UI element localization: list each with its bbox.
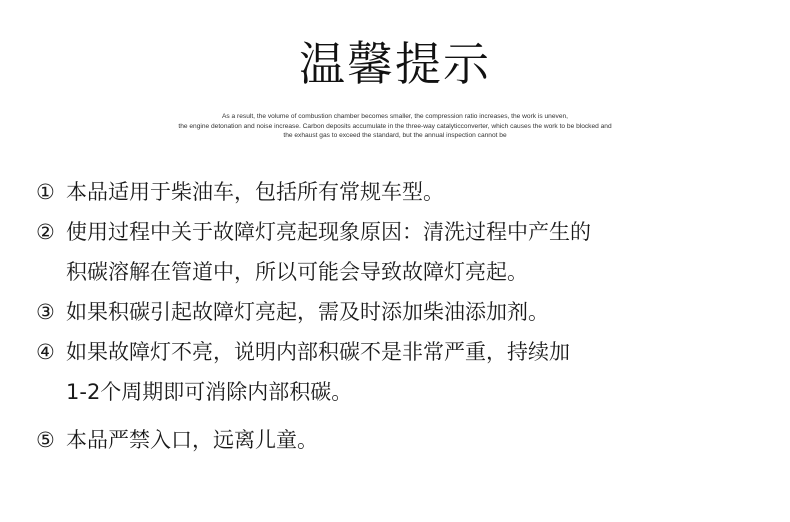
notice-list — [36, 172, 756, 460]
item-number: ⑤ — [36, 428, 55, 452]
item-text-continued: 1-2个周期即可消除内部积碳。 — [66, 380, 353, 404]
item-text: 使用过程中关于故障灯亮起现象原因：清洗过程中产生的 — [66, 220, 591, 244]
item-number: ③ — [36, 300, 55, 324]
item-number: ② — [36, 220, 55, 244]
notice-item-3 — [36, 292, 756, 332]
notice-item-2 — [36, 212, 756, 292]
notice-item-4 — [36, 332, 756, 412]
english-subtitle — [95, 112, 695, 141]
subtitle-line: As a result, the volume of combustion chamber becomes smaller, the compression ratio increases, the work is uneven, — [222, 113, 568, 120]
notice-item-1 — [36, 172, 756, 212]
item-text-continued: 积碳溶解在管道中，所以可能会导致故障灯亮起。 — [66, 260, 528, 284]
item-text: 本品严禁入口，远离儿童。 — [66, 428, 318, 452]
page-title: 温馨提示 — [299, 37, 491, 91]
subtitle-line: the exhaust gas to exceed the standard, but the annual inspection cannot be — [283, 132, 507, 139]
item-text: 本品适用于柴油车，包括所有常规车型。 — [66, 180, 444, 204]
item-text: 如果故障灯不亮，说明内部积碳不是非常严重，持续加 — [66, 340, 570, 364]
item-number: ④ — [36, 340, 55, 364]
subtitle-line: the engine detonation and noise increase. Carbon deposits accumulate in the three-way catalyticconverter, which causes the work to be blocked and — [178, 122, 612, 130]
item-text: 如果积碳引起故障灯亮起，需及时添加柴油添加剂。 — [66, 300, 549, 324]
notice-item-5 — [36, 420, 756, 460]
item-number: ① — [36, 180, 55, 204]
